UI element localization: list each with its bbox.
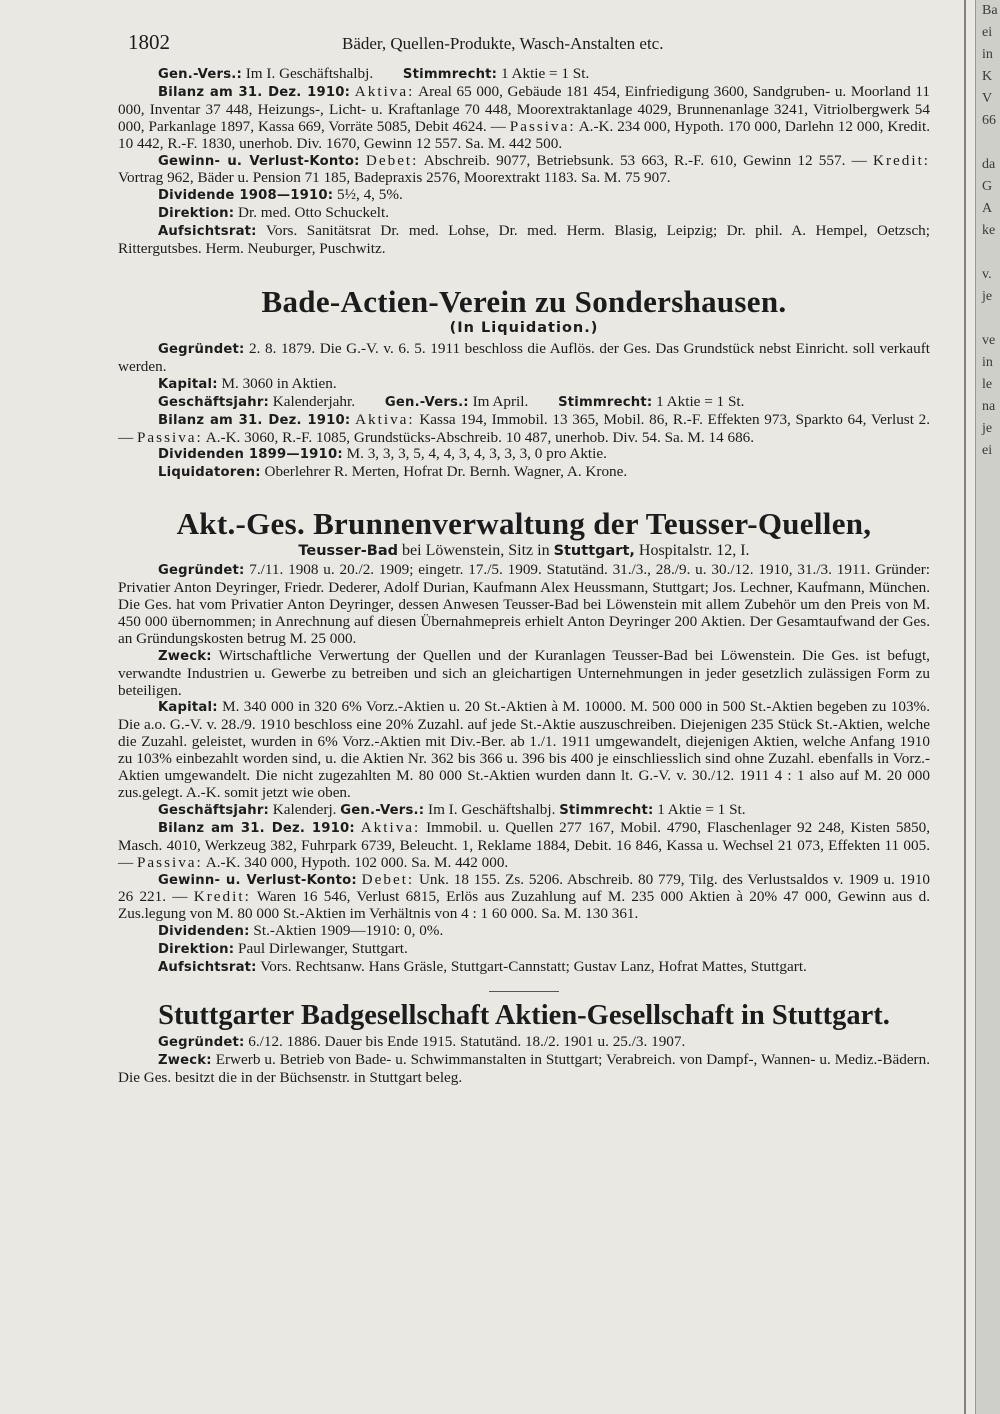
label-gen-vers: Gen.-Vers.: <box>340 802 425 818</box>
page-content <box>118 26 930 1087</box>
text-geschaeftsjahr: Kalenderj. <box>272 800 337 818</box>
text-stimmrecht: 1 Aktie = 1 St. <box>656 392 745 410</box>
label-kredit: Kredit: <box>873 151 931 169</box>
margin-fragment <box>976 242 1000 264</box>
text-passiva: A.-K. 234 000, Hypoth. 170 000, Darlehn 12 000, Kredit. 10 442, R.-F. 1830, unerhob. Div. 1670, Gewinn 12 557. Sa. M. 442 500. <box>118 117 930 152</box>
liquidatoren-line <box>118 464 930 482</box>
label-debet: Debet: <box>361 870 415 888</box>
bilanz-paragraph <box>118 412 930 447</box>
label-geschaeftsjahr: Geschäftsjahr: <box>158 394 269 410</box>
dividenden-line <box>118 923 930 941</box>
text-geschaeftsjahr: Kalenderjahr. <box>272 392 356 410</box>
entry-bade-actien-verein <box>118 341 930 482</box>
margin-fragment: je <box>982 421 993 436</box>
gewinn-verlust-paragraph <box>118 872 930 924</box>
text-gegruendet: 2. 8. 1879. Die G.-V. v. 6. 5. 1911 beschloss die Auflös. der Ges. Das Grundstück nebst Einricht. soll verkauft werden. <box>118 339 931 375</box>
subheading-location: bei Löwenstein, Sitz in <box>402 542 550 560</box>
label-debet: Debet: <box>365 151 419 169</box>
margin-fragment: je <box>982 289 993 304</box>
label-gegruendet: Gegründet: <box>158 341 245 357</box>
text-dividende: 5½, 4, 5%. <box>337 186 403 204</box>
text-aufsichtsrat: Vors. Rechtsanw. Hans Gräsle, Stuttgart-Cannstatt; Gustav Lanz, Hofrat Mattes, Stuttgart. <box>260 958 807 976</box>
aufsichtsrat-paragraph <box>118 959 930 977</box>
section-separator <box>118 991 930 992</box>
label-kapital: Kapital: <box>158 376 218 392</box>
dividenden-line <box>118 446 930 464</box>
label-zweck: Zweck: <box>158 648 212 664</box>
liquidation-subheading: (In Liquidation.) <box>449 319 599 336</box>
text-aktiva: Kassa 194, Immobil. 13 365, Mobil. 86, R.-F. Effekten 973, Sparkto 64, Verlust 2. — <box>118 410 930 446</box>
label-zweck: Zweck: <box>158 1052 212 1068</box>
label-aktiva: Aktiva: <box>360 818 421 836</box>
text-gegruendet: 6./12. 1886. Dauer bis Ende 1915. Statutänd. 18./2. 1901 u. 25./3. 1907. <box>248 1032 686 1050</box>
text-kapital: M. 340 000 in 320 6% Vorz.-Aktien u. 20 St.-Aktien à M. 10000. M. 500 000 in 500 St.-Aktien begeben zu 103%. Die a.o. G.-V. v. 28./9. 1910 beschloss eine 20% Zuzahl. auf jede St.-Aktie auszuschreiben. Diejenigen 235 Stück St.-Aktien, welche die Zuzahl. geleistet, wurden in 6% Vorz.-Aktien mit Div.-Ber. ab 1./1. 1911 umgewandelt, diejenigen Aktien, welche Anfang 1910 zu 103% einbezahlt worden sind, u. die Aktien Nr. 362 bis 366 u. 396 bis 400 je einschliesslich sind ohne Zuzahl. ebenfalls in Vorz.-Aktien umgewandelt. Die nicht zugezahlten M. 80 000 St.-Aktien wurden dann lt. G.-V. v. 30./12. 1911 4 : 1 also auf M. 20 000 zus.gelegt. A.-K. somit jetzt wie oben. <box>118 698 930 801</box>
bilanz-paragraph <box>118 820 930 872</box>
label-aktiva: Aktiva: <box>355 410 415 428</box>
direktion-line <box>118 941 930 959</box>
margin-fragment: G <box>982 179 993 194</box>
gegruendet-paragraph <box>118 341 930 376</box>
kapital-paragraph <box>118 699 930 801</box>
margin-fragment: ve <box>982 333 996 348</box>
margin-fragment: da <box>982 157 996 172</box>
label-direktion: Direktion: <box>158 206 235 222</box>
label-gewinn-verlust: Gewinn- u. Verlust-Konto: <box>158 872 357 888</box>
separator-rule <box>489 991 559 992</box>
geschaeftsjahr-line <box>118 394 930 412</box>
zweck-paragraph <box>118 1052 930 1087</box>
text-aufsichtsrat: Vors. Sanitätsrat Dr. med. Lohse, Dr. med. Herm. Blasig, Leipzig; Dr. phil. A. Hempel, Oetzsch; Rittergutsbes. Herm. Neuburger, Puschwitz. <box>118 222 930 258</box>
running-title: Bäder, Quellen-Produkte, Wasch-Anstalten etc. <box>342 34 664 53</box>
label-dividende: Dividende 1908—1910: <box>158 188 334 204</box>
margin-fragment: na <box>982 399 996 414</box>
margin-fragment <box>976 308 1000 330</box>
label-dividenden: Dividenden 1899—1910: <box>158 447 343 463</box>
company-heading-teusser-quellen: Akt.-Ges. Brunnenverwaltung der Teusser-Quellen, <box>176 506 872 542</box>
text-zweck: Wirtschaftliche Verwertung der Quellen und der Kuranlagen Teusser-Bad bei Löwenstein. Die Ges. ist befugt, verwandte Industrien u. Gewerbe zu betreiben und sich an gleichartigen Unternehmungen in jeder gesetzlich zulässigen Form zu beteiligen. <box>118 646 930 699</box>
subheading-address: Hospitalstr. 12, I. <box>638 542 750 560</box>
text-kredit: Waren 16 546, Verlust 6815, Erlös aus Zuzahlung auf M. 235 000 Aktien à 20% 47 000, Gewinn aus d. Zus.legung von M. 80 000 St.-Aktien im Verhältnis von 4 : 1 60 000. Sa. M. 130 361. <box>118 888 930 923</box>
text-gegruendet: 7./11. 1908 u. 20./2. 1909; eingetr. 17./5. 1909. Statutänd. 31./3., 28./9. u. 30./12. 1910, 31./3. 1911. Gründer: Privatier Anton Deyringer, Friedr. Dederer, Adolf Durian, Kaufmann Alex Heussmann, Stuttgart; Jos. Lechner, Kaufmann, München. Die Ges. hat vom Privatier Anton Deyringer, dessen Anwesen Teusser-Bad bei Löwenstein mit allem Zubehör um den Preis von M. 450 000 übernommen; in Anrechnung auf diesen Übernahmepreis erhielt Anton Deyringer 200 Aktien. Der Gesamtaufwand der Ges. an Gründungskosten betrug M. 25 000. <box>118 561 930 647</box>
text-stimmrecht: 1 Aktie = 1 St. <box>657 800 746 818</box>
text-dividenden: St.-Aktien 1909—1910: 0, 0%. <box>253 922 444 940</box>
margin-fragment: ei <box>982 443 993 458</box>
company-heading-bade-actien-verein: Bade-Actien-Verein zu Sondershausen. <box>261 283 787 319</box>
label-passiva: Passiva: <box>136 853 203 871</box>
text-kredit: Vortrag 962, Bäder u. Pension 71 185, Badepraxis 2576, Moorextrakt 1183. Sa. M. 75 907. <box>118 169 671 187</box>
label-geschaeftsjahr: Geschäftsjahr: <box>158 802 269 818</box>
text-dividenden: M. 3, 3, 3, 5, 4, 4, 3, 4, 3, 3, 3, 0 pro Aktie. <box>346 445 607 463</box>
text-kapital: M. 3060 in Aktien. <box>221 374 337 392</box>
label-stimmrecht: Stimmrecht: <box>558 394 653 410</box>
location-subheading <box>118 542 930 560</box>
label-passiva: Passiva: <box>509 117 576 135</box>
label-bilanz: Bilanz am 31. Dez. 1910: <box>158 820 355 836</box>
text-direktion: Dr. med. Otto Schuckelt. <box>238 204 390 222</box>
gegruendet-paragraph <box>118 562 930 648</box>
label-aufsichtsrat: Aufsichtsrat: <box>158 224 257 240</box>
direktion-line <box>118 205 930 223</box>
text-passiva: A.-K. 340 000, Hypoth. 102 000. Sa. M. 442 000. <box>205 853 509 871</box>
text-aktiva: Areal 65 000, Gebäude 181 454, Einfriedigung 3600, Sandgruben- u. Moorland 11 000, Inventar 37 448, Heizungs-, Licht- u. Kraftanlage 70 448, Moorextraktanlage 4029, Brunnenanlage 3241, Vitriolbergwerk 54 000, Parkanlage 1897, Kassa 669, Vorräte 5085, Debit 4624. — <box>118 82 930 135</box>
margin-fragment: K <box>982 69 993 84</box>
margin-fragment: ke <box>982 223 996 238</box>
entry-stuttgarter-badgesellschaft <box>118 1034 930 1087</box>
label-aktiva: Aktiva: <box>354 82 415 100</box>
margin-fragment: Ba <box>982 3 998 18</box>
label-gegruendet: Gegründet: <box>158 1034 245 1050</box>
label-passiva: Passiva: <box>136 428 203 446</box>
subheading-city: Stuttgart, <box>553 543 635 560</box>
text-direktion: Paul Dirlewanger, Stuttgart. <box>238 940 408 958</box>
label-bilanz: Bilanz am 31. Dez. 1910: <box>158 84 351 100</box>
text-gen-vers: Im I. Geschäftshalbj. <box>245 65 374 82</box>
label-gen-vers: Gen.-Vers.: <box>384 394 469 410</box>
margin-fragment: le <box>982 377 993 392</box>
subheading-bad-name: Teusser-Bad <box>298 543 399 560</box>
text-debet: Abschreib. 9077, Betriebsunk. 53 663, R.-F. 610, Gewinn 12 557. — <box>423 151 867 169</box>
margin-fragment: ei <box>982 25 993 40</box>
label-gewinn-verlust: Gewinn- u. Verlust-Konto: <box>158 153 360 169</box>
margin-fragment: in <box>982 355 993 370</box>
text-zweck: Erwerb u. Betrieb von Bade- u. Schwimmanstalten in Stuttgart; Verabreich. von Dampf-, Wannen- u. Mediz.-Bädern. Die Ges. besitzt die in der Büchsenstr. in Stuttgart beleg. <box>118 1050 931 1086</box>
gegruendet-line <box>118 1034 930 1052</box>
running-header <box>118 26 930 66</box>
label-bilanz: Bilanz am 31. Dez. 1910: <box>158 412 351 428</box>
margin-fragment: 66 <box>982 113 996 128</box>
label-stimmrecht: Stimmrecht: <box>402 67 498 82</box>
geschaeftsjahr-line <box>118 802 930 820</box>
label-direktion: Direktion: <box>158 942 235 958</box>
text-liquidatoren: Oberlehrer R. Merten, Hofrat Dr. Bernh. Wagner, A. Krone. <box>264 463 628 481</box>
text-gen-vers: Im I. Geschäftshalbj. <box>428 800 556 818</box>
company-heading-stuttgarter-badgesellschaft: Stuttgarter Badgesellschaft Aktien-Gesellschaft in Stuttgart. <box>158 999 890 1031</box>
margin-fragment-list <box>976 0 1000 462</box>
bilanz-paragraph <box>118 84 930 153</box>
dividende-line <box>118 187 930 205</box>
label-liquidatoren: Liquidatoren: <box>158 465 261 481</box>
margin-fragment: V <box>982 91 993 106</box>
gewinn-verlust-paragraph <box>118 153 930 188</box>
margin-fragment: A <box>982 201 993 216</box>
label-gen-vers: Gen.-Vers.: <box>158 67 242 82</box>
margin-fragment: v. <box>982 267 992 282</box>
label-kapital: Kapital: <box>158 700 218 716</box>
adjacent-page-margin <box>975 0 1000 1414</box>
text-debet: Unk. 18 155. Zs. 5206. Abschreib. 80 779, Tilg. des Verlustsaldos v. 1909 u. 1910 26 221. — <box>118 870 931 906</box>
text-gen-vers: Im April. <box>472 392 529 410</box>
label-aufsichtsrat: Aufsichtsrat: <box>158 960 257 976</box>
label-gegruendet: Gegründet: <box>158 563 245 579</box>
margin-fragment: in <box>982 47 993 62</box>
text-passiva: A.-K. 3060, R.-F. 1085, Grundstücks-Abschreib. 10 487, unerhob. Div. 54. Sa. M. 14 686. <box>205 428 755 446</box>
entry-teusser-quellen <box>118 562 930 977</box>
text-aktiva: Immobil. u. Quellen 277 167, Mobil. 4790, Flaschenlager 92 248, Kisten 5850, Masch. 4010, Werkzeug 382, Fuhrpark 6739, Beleucht. 1, Reklame 1884, Debit. 16 846, Kassa u. Wechsel 21 073, Effekten 11 005. — <box>118 818 931 871</box>
label-dividenden: Dividenden: <box>158 924 250 940</box>
entry-continuation <box>118 66 930 258</box>
kapital-line <box>118 376 930 394</box>
label-stimmrecht: Stimmrecht: <box>559 802 654 818</box>
page-number: 1802 <box>128 30 170 54</box>
zweck-paragraph <box>118 648 930 700</box>
margin-fragment <box>976 132 1000 154</box>
text-stimmrecht: 1 Aktie = 1 St. <box>500 65 590 82</box>
page-edge-divider <box>964 0 966 1414</box>
gen-vers-line <box>118 66 930 84</box>
label-kredit: Kredit: <box>193 888 251 906</box>
aufsichtsrat-paragraph <box>118 223 930 258</box>
